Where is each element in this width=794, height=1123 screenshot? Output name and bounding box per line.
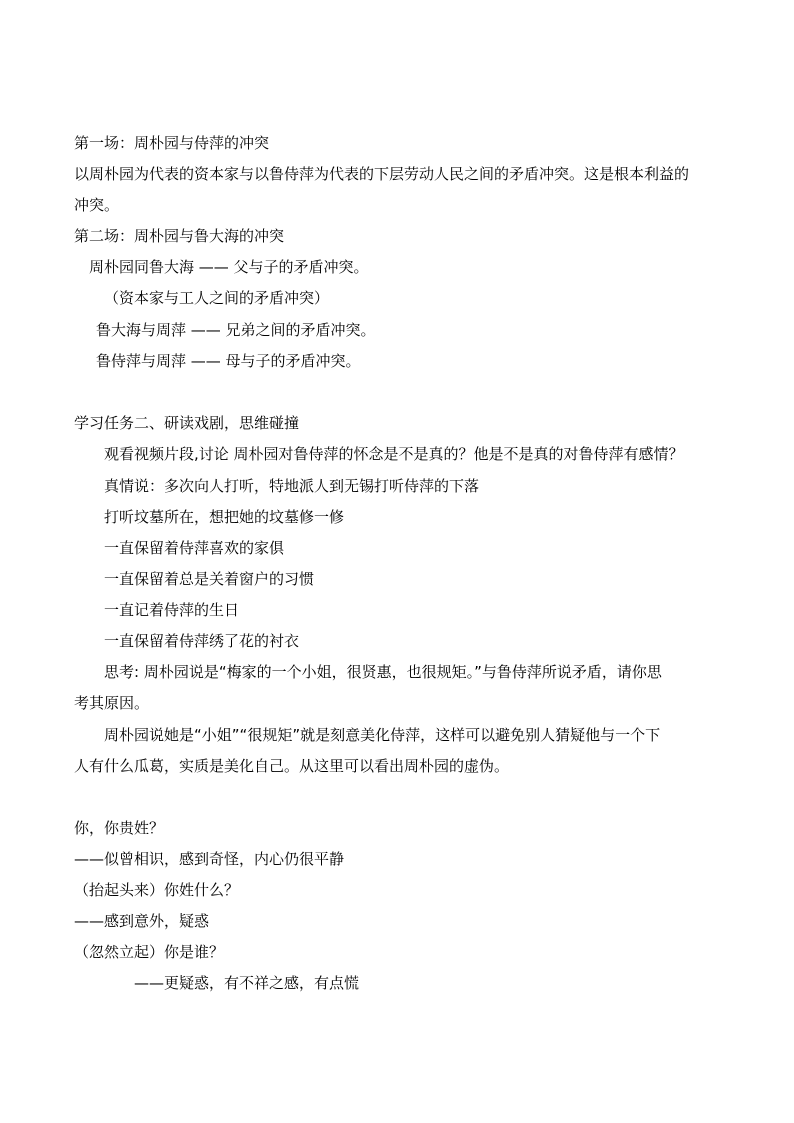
scene1-heading: 第一场：周朴园与侍萍的冲突 [74,134,270,152]
evidence-item: 真情说：多次向人打听，特地派人到无锡打听侍萍的下落 [104,477,480,495]
dialogue-line: （忽然立起）你是谁？ [74,943,225,961]
dialogue-line: （抬起头来）你姓什么？ [74,881,240,899]
scene2-item-father-son: 周朴园同鲁大海 —— 父与子的矛盾冲突。 [89,258,369,276]
dialogue-line: 你，你贵姓？ [74,819,165,837]
dialogue-comment: ——更疑惑，有不祥之感，有点慌 [134,974,360,992]
think-question-line2: 考其原因。 [74,694,150,712]
scene1-paragraph-line1: 以周朴园为代表的资本家与以鲁侍萍为代表的下层劳动人民之间的矛盾冲突。这是根本利益的 [74,165,690,183]
dialogue-comment: ——感到意外，疑惑 [74,912,210,930]
evidence-item: 一直保留着侍萍喜欢的家俱 [104,539,285,557]
task2-heading: 学习任务二、研读戏剧，思维碰撞 [74,414,300,432]
evidence-item: 一直保留着总是关着窗户的习惯 [104,570,315,588]
scene2-heading: 第二场：周朴园与鲁大海的冲突 [74,227,285,245]
evidence-item: 一直记着侍萍的生日 [104,601,240,619]
think-question-line1: 思考: 周朴园说是“梅家的一个小姐，很贤惠，也很规矩。”与鲁侍萍所说矛盾，请你思 [104,663,662,681]
evidence-item: 打听坟墓所在，想把她的坟墓修一修 [104,508,345,526]
task2-question: 观看视频片段,讨论 周朴园对鲁侍萍的怀念是不是真的？他是不是真的对鲁侍萍有感情？ [104,445,684,463]
answer-line1: 周朴园说她是“小姐”“很规矩”就是刻意美化侍萍，这样可以避免别人猜疑他与一个下 [104,726,661,744]
scene2-item-note: （资本家与工人之间的矛盾冲突） [104,289,330,307]
scene1-paragraph-line2: 冲突。 [74,196,120,214]
dialogue-comment: ——似曾相识，感到奇怪，内心仍很平静 [74,850,345,868]
scene2-item-mother-son: 鲁侍萍与周萍 —— 母与子的矛盾冲突。 [96,352,361,370]
evidence-item: 一直保留着侍萍绣了花的衬衣 [104,632,300,650]
scene2-item-brothers: 鲁大海与周萍 —— 兄弟之间的矛盾冲突。 [96,321,376,339]
answer-line2: 人有什么瓜葛，实质是美化自己。从这里可以看出周朴园的虚伪。 [74,757,510,775]
